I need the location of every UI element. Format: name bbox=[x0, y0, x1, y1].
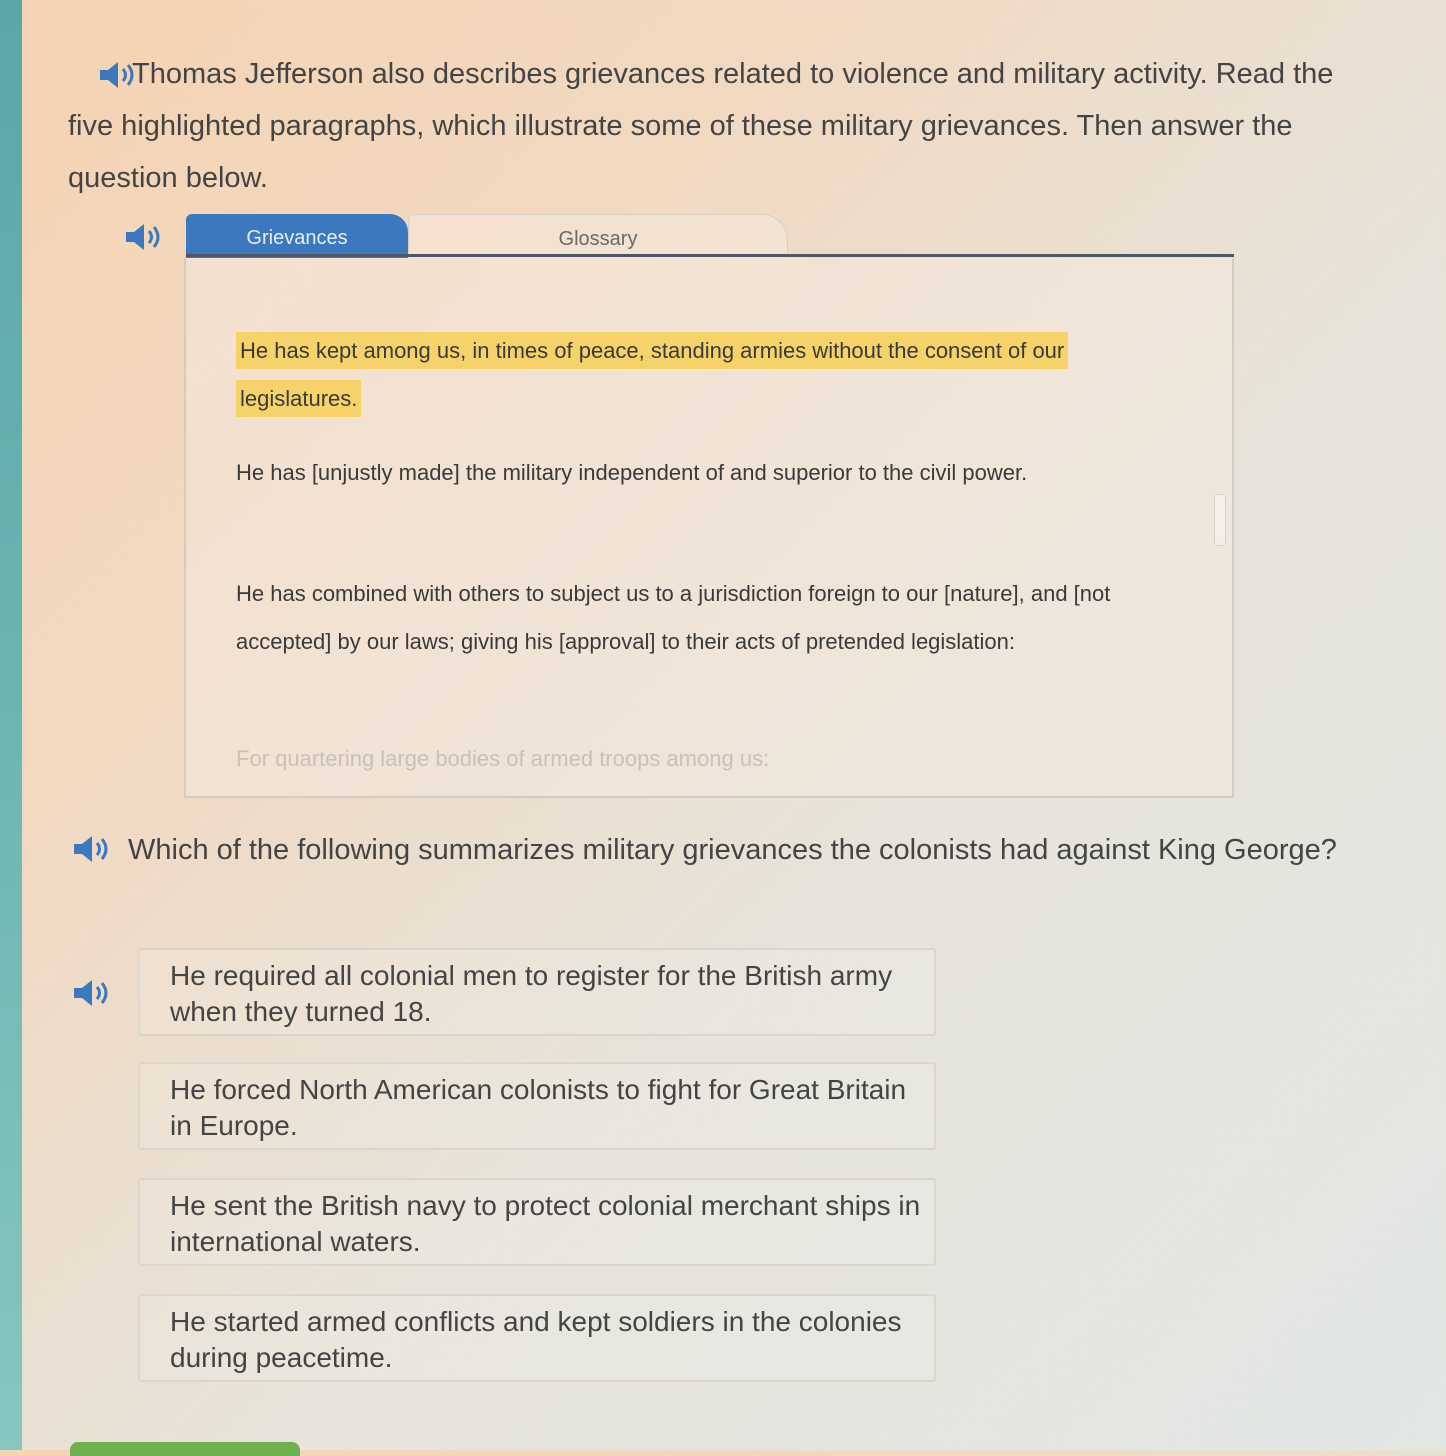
passage-paragraph-3: He has combined with others to subject us to a jurisdiction foreign to our [nature], and [not accepted] by our laws; giving his [approval] to their acts of pretended legislation: bbox=[236, 581, 1111, 654]
left-edge-bar bbox=[0, 0, 22, 1450]
options-speaker-icon[interactable] bbox=[70, 978, 114, 1008]
answer-option-2[interactable]: He forced North American colonists to fight for Great Britain in Europe. bbox=[138, 1062, 936, 1150]
passage-scrollbar[interactable] bbox=[1214, 494, 1226, 546]
tab-grievances[interactable]: Grievances bbox=[186, 214, 408, 258]
passage-paragraph-2: He has [unjustly made] the military independent of and superior to the civil power. bbox=[236, 460, 1028, 485]
answer-option-3[interactable]: He sent the British navy to protect colonial merchant ships in international waters. bbox=[138, 1178, 936, 1266]
submit-button[interactable] bbox=[70, 1442, 300, 1456]
passage-paragraph-4: For quartering large bodies of armed troops among us: bbox=[236, 746, 770, 771]
tab-divider bbox=[186, 254, 1234, 257]
passage-paragraph-1: He has kept among us, in times of peace, standing armies without the consent of our legislatures. bbox=[236, 327, 1186, 423]
answer-option-4[interactable]: He started armed conflicts and kept soldiers in the colonies during peacetime. bbox=[138, 1294, 936, 1382]
question-text: Which of the following summarizes military grievances the colonists had against King George? bbox=[128, 834, 1337, 866]
tab-glossary[interactable]: Glossary bbox=[408, 214, 788, 258]
prompt-text: Thomas Jefferson also describes grievances related to violence and military activity. Read the five highlighted paragraphs, which illustrate some of these military grievances. Then answer the question below. bbox=[68, 58, 1334, 194]
passage-speaker-icon[interactable] bbox=[122, 222, 166, 252]
answer-option-1[interactable]: He required all colonial men to register for the British army when they turned 18. bbox=[138, 948, 936, 1036]
